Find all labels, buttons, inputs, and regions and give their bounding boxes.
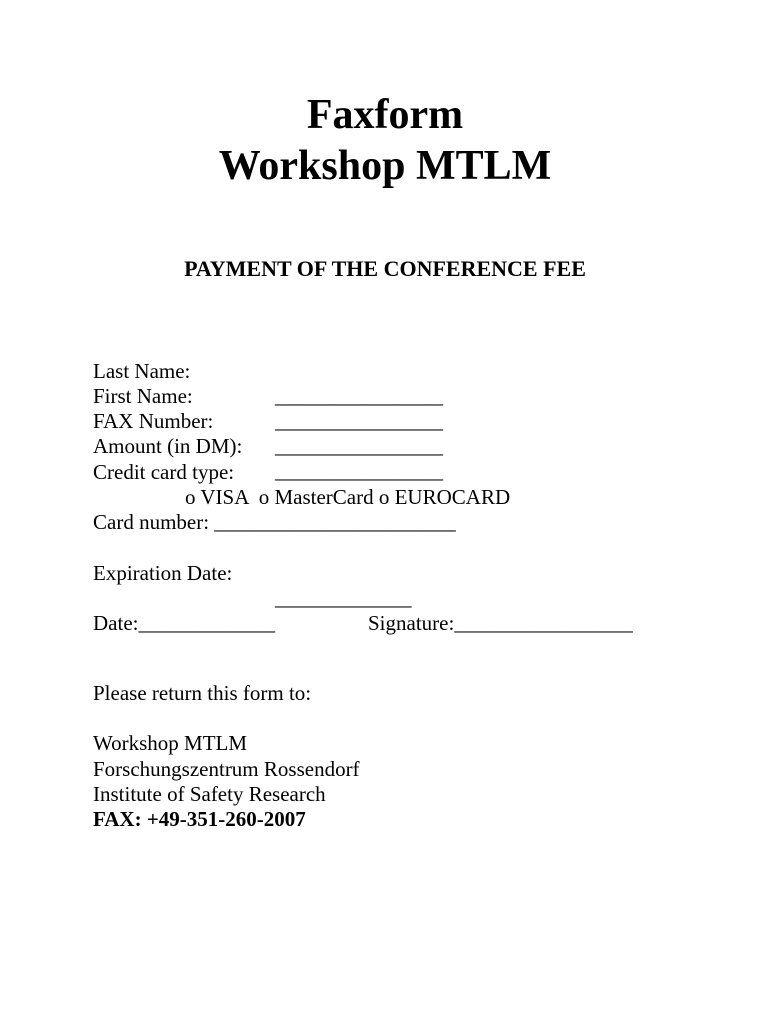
return-intro: Please return this form to: [93, 681, 312, 705]
field-blank: ________________ [275, 409, 443, 433]
field-label: Last Name: [93, 359, 191, 383]
date-field: Date:_____________ [93, 611, 275, 635]
expiration-date-field [0, 536, 770, 610]
return-address-line: Institute of Safety Research [93, 782, 326, 806]
field-blank: ________________ [275, 434, 443, 458]
return-fax-number: FAX: +49-351-260-2007 [93, 807, 306, 831]
return-address-line: Forschungszentrum Rossendorf [93, 757, 360, 781]
return-address-line: Workshop MTLM [93, 731, 248, 755]
field-label: Expiration Date: [93, 561, 233, 585]
field-blank: ________________ [275, 384, 443, 408]
credit-card-type-label: Credit card type: [93, 460, 235, 484]
signature-field: Signature:_________________ [368, 611, 633, 635]
field-label: Amount (in DM): [93, 434, 243, 458]
section-heading: PAYMENT OF THE CONFERENCE FEE [184, 256, 586, 281]
field-label: FAX Number: [93, 409, 214, 433]
document-subtitle: Workshop MTLM [218, 143, 552, 189]
document-title: Faxform [306, 92, 464, 138]
field-blank: _____________ [275, 586, 412, 610]
card-number-field: Card number: _______________________ [93, 510, 456, 534]
credit-card-options: o VISA o MasterCard o EUROCARD [185, 485, 511, 509]
field-blank: ________________ [275, 459, 443, 483]
field-label: First Name: [93, 384, 193, 408]
